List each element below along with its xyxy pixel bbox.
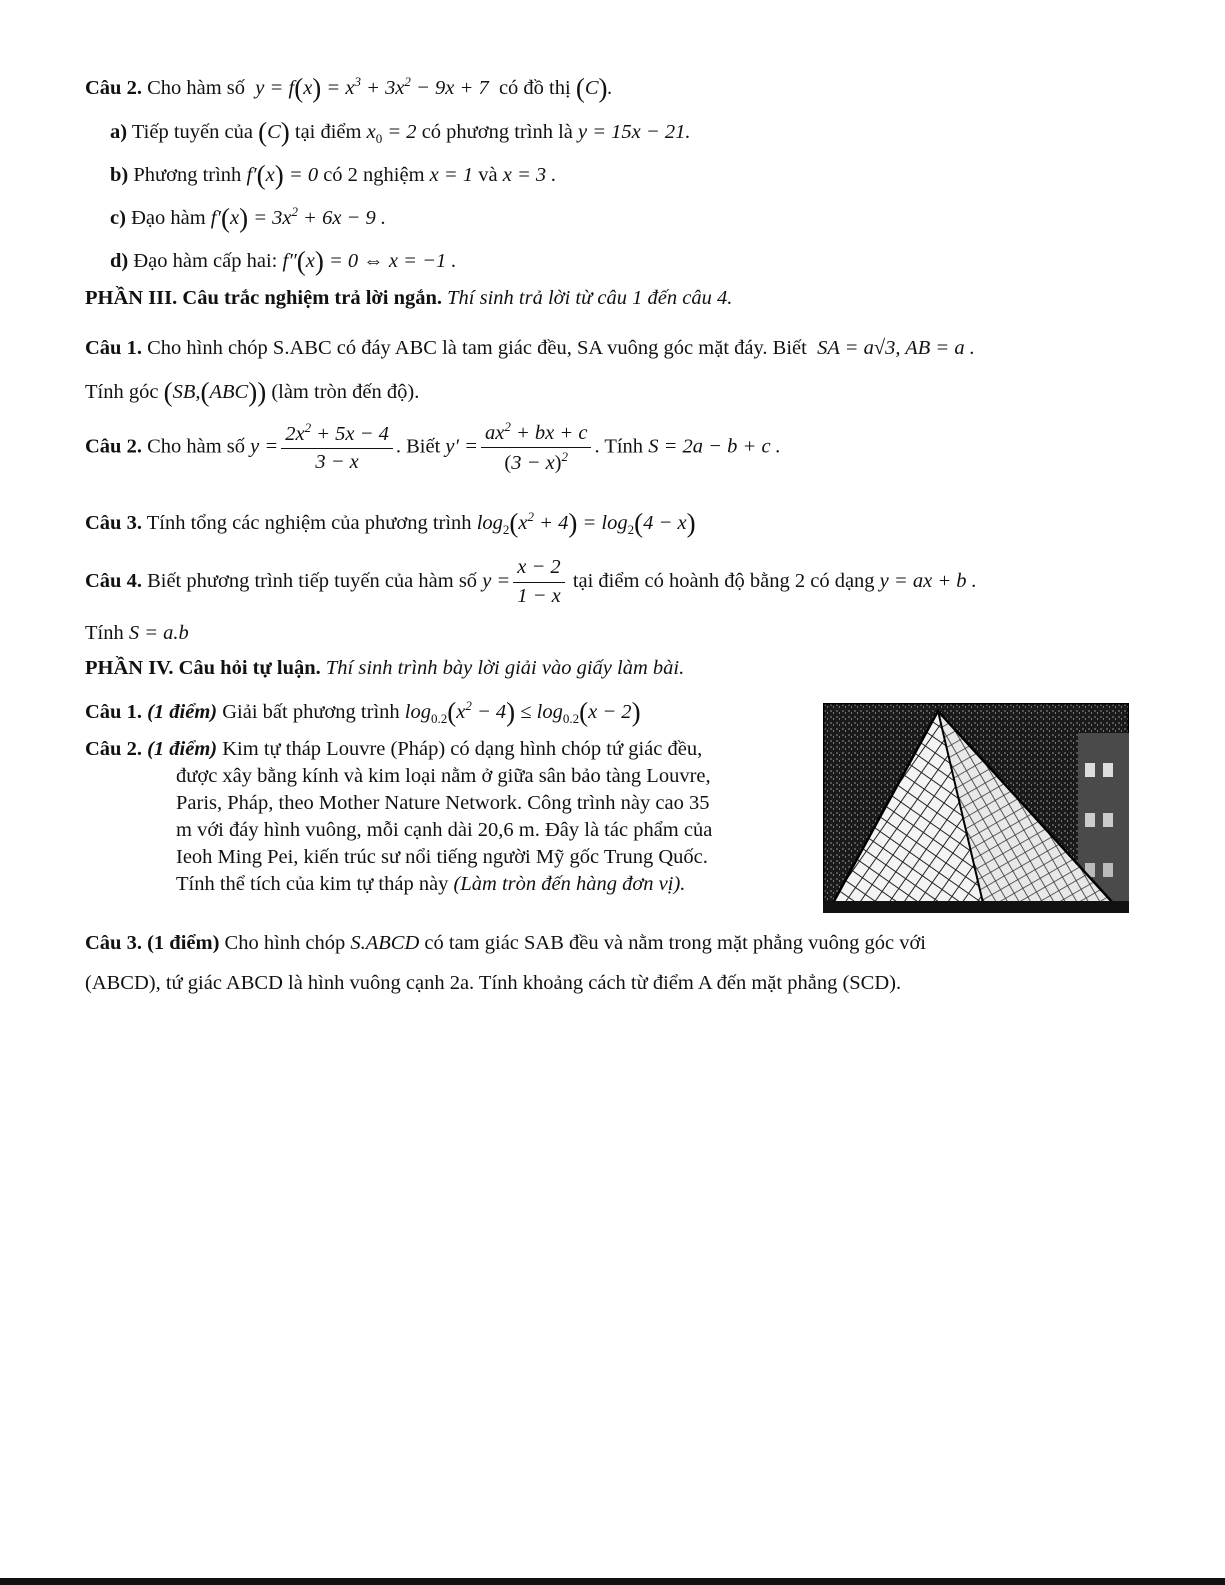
part4-q2-line6: Tính thể tích của kim tự tháp này (Làm tròn đến hàng đơn vị). [176,873,686,895]
q2-label: Câu 2. [85,77,142,99]
part3-heading: PHẦN III. Câu trắc nghiệm trả lời ngắn. Thí sinh trả lời từ câu 1 đến câu 4. [85,287,733,309]
fraction: $\frac{2x^2 + 5x - 4}{3 - x}$ [281,421,393,475]
q2-item-d: d) Đạo hàm cấp hai: f″(x) = 0 ⇔ x = −1 . [110,246,457,276]
q2-statement: Câu 2. Cho hàm số $y = f(x) = x^3 + 3x^2 - 9x + 7$ có đồ thị (C). [85,73,613,103]
fraction: $\frac{x - 2}{1 - x}$ [513,556,564,608]
part4-q3-line1: Câu 3. (1 điểm) Cho hình chóp S.ABCD có tam giác SAB đều và nằm trong mặt phẳng vuông góc với [85,932,927,954]
part3-q3: Câu 3. Tính tổng các nghiệm của phương trình $\log_2(x^2 + 4) = \log_2(4 - x)$ [85,508,696,538]
part4-q1: Câu 1. (1 điểm) Giải bất phương trình $\log_{0.2}(x^2 - 4) \le \log_{0.2}(x - 2)$ [85,697,641,727]
q2-item-b: b) Phương trình f′(x) = 0 có 2 nghiệm x = 1 và x = 3 . [110,160,557,190]
math-function: $y = f(x) = x^3 + 3x^2 - 9x + 7$ [250,73,494,103]
part4-q2-line3: Paris, Pháp, theo Mother Nature Network. Công trình này cao 35 [176,792,710,814]
part4-q2-line5: Ieoh Ming Pei, kiến trúc sư nổi tiếng người Mỹ gốc Trung Quốc. [176,846,708,868]
part3-q2: Câu 2. Cho hàm số y = $\frac{2x^2 + 5x - 4}{3 - x}$ . Biết y′ = $\frac{ax^2 + bx + c}{(3 - x)^2}$ . Tính S = 2a − b + c . [85,419,781,475]
page-bottom-border [0,1578,1225,1585]
part3-q4-line2: Tính S = a.b [85,622,189,644]
part4-heading: PHẦN IV. Câu hỏi tự luận. Thí sinh trình bày lời giải vào giấy làm bài. [85,657,685,679]
part4-q2-line4: m với đáy hình vuông, mỗi cạnh dài 20,6 m. Đây là tác phẩm của [176,819,713,841]
q2-item-a: a) Tiếp tuyến của (C) tại điểm $x_0 = 2$ có phương trình là y = 15x − 21. [110,117,691,147]
part4-q2-line1: Câu 2. (1 điểm) Kim tự tháp Louvre (Pháp) có dạng hình chóp tứ giác đều, [85,738,703,760]
part4-q2-line2: được xây bằng kính và kim loại nằm ở giữa sân bảo tàng Louvre, [176,765,711,787]
part3-q1-line1: Câu 1. Cho hình chóp S.ABC có đáy ABC là tam giác đều, SA vuông góc mặt đáy. Biết SA = a√3, AB = a . [85,337,975,359]
q2-item-c: c) Đạo hàm $f'(x) = 3x^2 + 6x - 9$ . [110,203,387,233]
part4-q3-line2: (ABCD), tứ giác ABCD là hình vuông cạnh 2a. Tính khoảng cách từ điểm A đến mặt phẳng (SCD). [85,972,902,994]
louvre-pyramid-image [823,703,1129,913]
part3-q1-line2: Tính góc (SB,(ABC)) (làm tròn đến độ). [85,377,420,407]
fraction: $\frac{ax^2 + bx + c}{(3 - x)^2}$ [481,420,591,476]
part3-q4: Câu 4. Biết phương trình tiếp tuyến của hàm số y = $\frac{x - 2}{1 - x}$ tại điểm có hoành độ bằng 2 có dạng y = ax + b . [85,556,977,607]
